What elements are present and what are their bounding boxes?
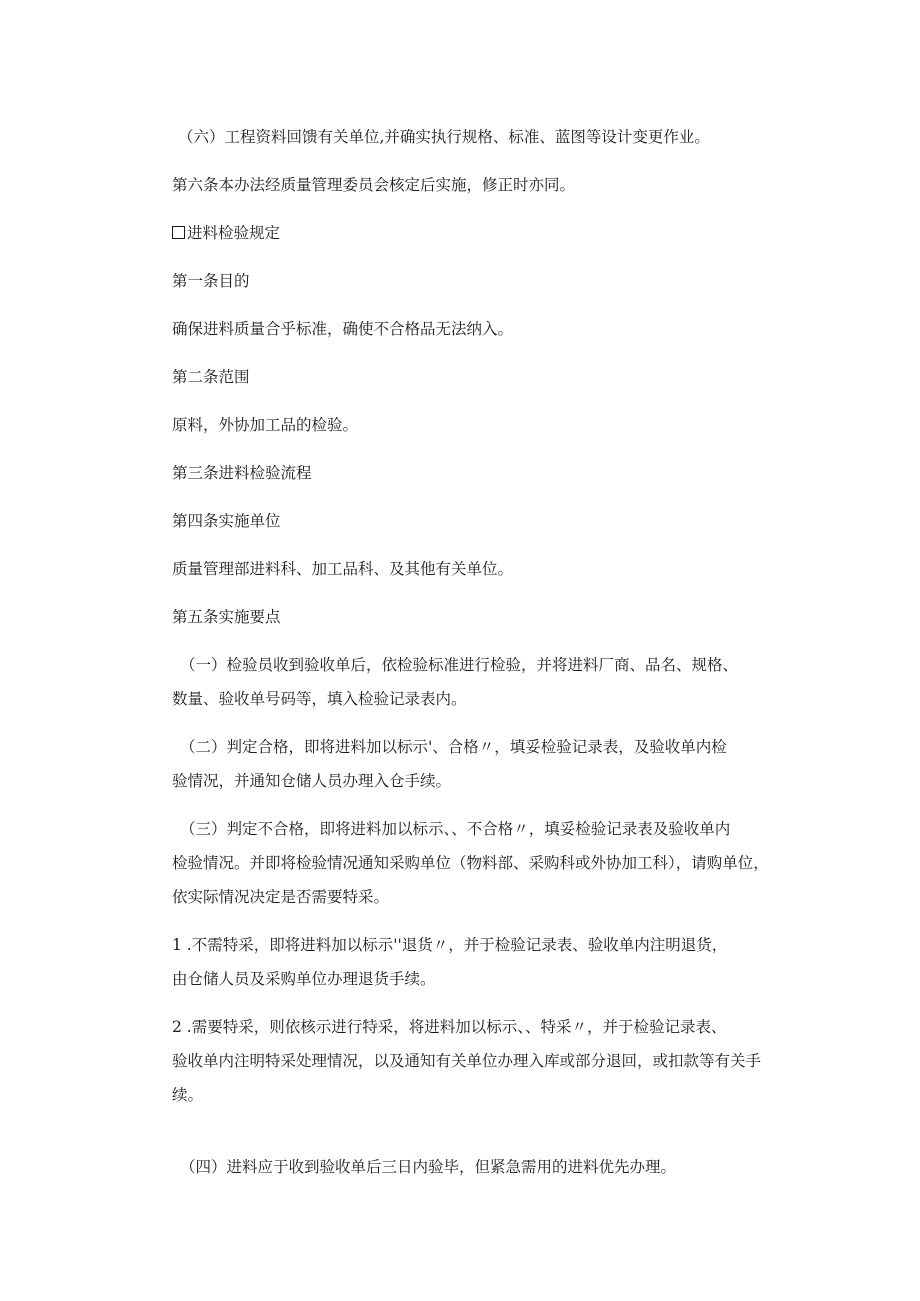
article-four-body [172, 552, 800, 586]
text-line: 数量、验收单号码等，填入检验记录表内。 [172, 690, 467, 708]
article-two-body [172, 408, 800, 442]
article-one-title [172, 264, 800, 298]
point-three [172, 812, 820, 914]
text-line: 检验情况。并即将检验情况通知采购单位（物料部、采购科或外协加工科），请购单位， [172, 854, 769, 872]
paragraph-engineering-feedback [178, 120, 806, 154]
section-heading [172, 216, 800, 250]
sub-point-two [172, 1010, 812, 1112]
checkbox-square-icon [172, 226, 185, 239]
text-line: 第五条实施要点 [172, 608, 281, 626]
article-three-title [172, 456, 800, 490]
article-two-title [172, 360, 800, 394]
article-one-body [172, 312, 800, 346]
point-two [172, 730, 820, 798]
article-five-title [172, 600, 800, 634]
text-line: 第二条范围 [172, 368, 250, 386]
sub-point-one [172, 928, 812, 996]
text-line: 第一条目的 [172, 272, 250, 290]
text-line: 确保进料质量合乎标准，确使不合格品无法纳入。 [172, 320, 514, 338]
text-line: 第四条实施单位 [172, 512, 281, 530]
point-one [172, 648, 820, 716]
text-line: 由仓储人员及采购单位办理退货手续。 [172, 970, 436, 988]
article-four-title [172, 504, 800, 538]
text-line: （六）工程资料回馈有关单位,并确实执行规格、标准、蓝图等设计变更作业。 [178, 128, 710, 146]
text-line: 续。 [172, 1086, 204, 1104]
point-four [180, 1150, 820, 1184]
text-line: 验情况，并通知仓储人员办理入仓手续。 [172, 772, 452, 790]
text-line: （一）检验员收到验收单后，依检验标准进行检验，并将进料厂商、品名、规格、 [180, 656, 739, 674]
text-line: 第六条本办法经质量管理委员会核定后实施，修正时亦同。 [172, 176, 576, 194]
text-line: 1 .不需特采，即将进料加以标示''退货〃，并于检验记录表、验收单内注明退货， [172, 936, 728, 954]
text-line: 第三条进料检验流程 [172, 464, 312, 482]
text-line: 2 .需要特采，则依核示进行特采，将进料加以标示、、特采〃，并于检验记录表、 [172, 1018, 727, 1036]
text-line: （四）进料应于收到验收单后三日内验毕，但紧急需用的进料优先办理。 [180, 1158, 677, 1176]
text-line: 验收单内注明特采处理情况，以及通知有关单位办理入库或部分退回，或扣款等有关手 [172, 1052, 762, 1070]
text-line: （三）判定不合格，即将进料加以标示、、不合格〃，填妥检验记录表及验收单内 [180, 820, 731, 838]
section-heading-text: 进料检验规定 [187, 224, 281, 242]
text-line: 依实际情况决定是否需要特采。 [172, 888, 390, 906]
text-line: （二）判定合格，即将进料加以标示'、合格〃，填妥检验记录表，及验收单内检 [180, 738, 727, 756]
text-line: 质量管理部进料科、加工品科、及其他有关单位。 [172, 560, 514, 578]
text-line: 原料，外协加工品的检验。 [172, 416, 359, 434]
paragraph-article-six [172, 168, 800, 202]
